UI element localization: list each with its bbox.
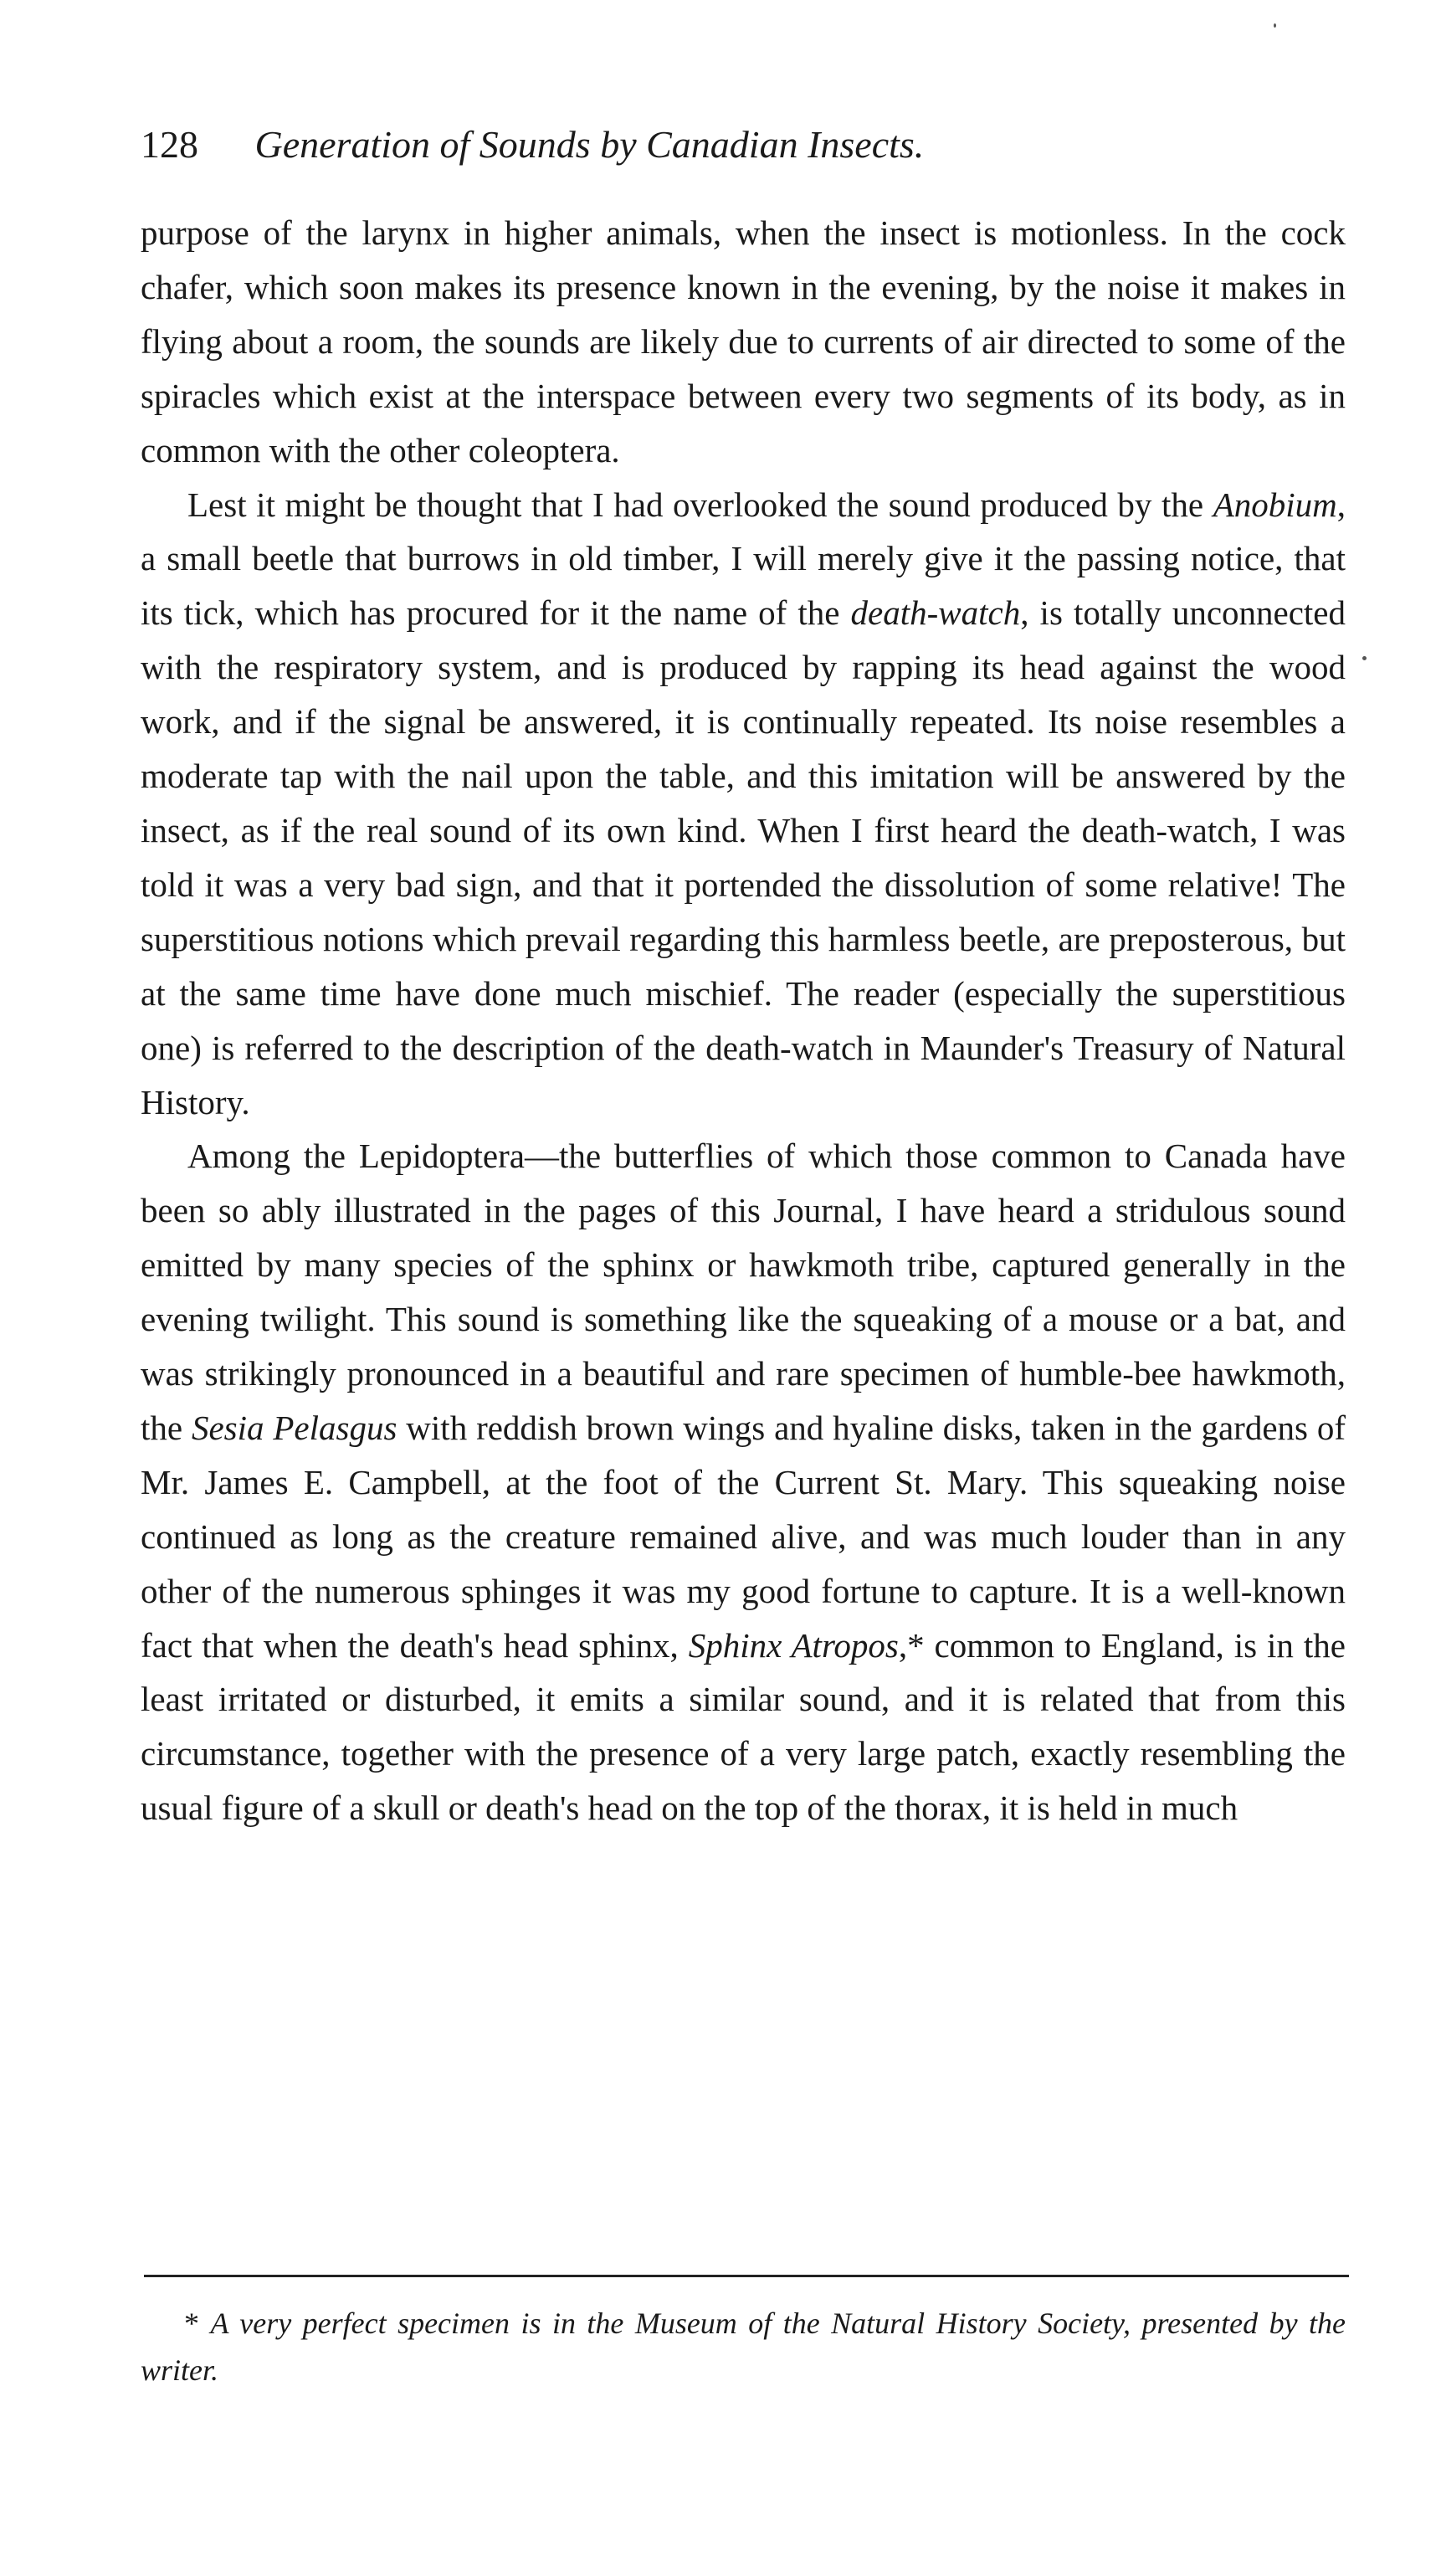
footnote-paragraph — [141, 2300, 1346, 2394]
page-header — [141, 115, 1346, 174]
scan-speck — [1362, 656, 1367, 660]
paragraph — [141, 206, 1346, 478]
text-run: Lest it might be thought that I had overlooked the sound produced by the — [187, 485, 1213, 524]
text-run: , a small beetle that burrows in old timber, I will merely give it the passing notice, that its tick, which has procured for it the name of the — [141, 485, 1346, 633]
italic-term: Sphinx Atropos — [688, 1625, 899, 1665]
italic-term: death-watch — [850, 593, 1021, 633]
footnote-text: A very perfect specimen is in the Museum of the Natural History Society, presented by the writer. — [141, 2307, 1346, 2387]
footnote-marker: * — [184, 2307, 211, 2340]
paragraph — [141, 478, 1346, 1130]
running-title: Generation of Sounds by Canadian Insects. — [254, 123, 925, 166]
body-text — [141, 206, 1346, 1835]
italic-term: Anobium — [1213, 485, 1337, 524]
paragraph — [141, 1129, 1346, 1835]
text-run: purpose of the larynx in higher animals, when the insect is motionless. In the cock chafer, which soon makes its presence known in the evening, by the noise it makes in flying about a room, the sounds are likely due to currents of air directed to some of the spiracles which exist at the interspace between every two segments of its body, as in common with the other coleoptera. — [141, 213, 1346, 470]
scan-speck — [1274, 23, 1276, 28]
text-run: Among the Lepidoptera—the butterflies of which those common to Canada have been so ably illustrated in the pages of this Journal, I have heard a stridulous sound emitted by many species of the sphinx or hawkmoth tribe, captured generally in the evening twilight. This sound is something like the squeaking of a mouse or a bat, and was strikingly pronounced in a beautiful and rare specimen of humble-bee hawkmoth, the — [141, 1137, 1346, 1447]
page-number: 128 — [141, 123, 198, 166]
footnote-rule — [144, 2275, 1349, 2277]
footnote — [141, 2300, 1346, 2394]
text-run: ,* common to England, is in the least irritated or disturbed, it emits a similar sound, and it is related that from this circumstance, together with the presence of a very large patch, exactly resembling the usual figure of a skull or death's head on the top of the thorax, it is held in much — [141, 1625, 1346, 1828]
text-run: with reddish brown wings and hyaline disks, taken in the gardens of Mr. James E. Campbell, at the foot of the Current St. Mary. This squeaking noise continued as long as the creature remained alive, and was much louder than in any other of the numerous sphinges it was my good fortune to capture. It is a well-known fact that when the death's head sphinx, — [141, 1408, 1346, 1665]
text-run: , is totally unconnected with the respiratory system, and is produced by rapping its head against the wood work, and if the signal be answered, it is continually repeated. Its noise resembles a moderate tap with the nail upon the table, and this imitation will be answered by the insect, as if the real sound of its own kind. When I first heard the death-watch, I was told it was a very bad sign, and that it portended the dissolution of some relative! The superstitious notions which prevail regarding this harmless beetle, are preposterous, but at the same time have done much mischief. The reader (especially the superstitious one) is referred to the description of the death-watch in Maunder's Treasury of Natural History. — [141, 593, 1346, 1121]
italic-term: Sesia Pelasgus — [191, 1408, 397, 1447]
